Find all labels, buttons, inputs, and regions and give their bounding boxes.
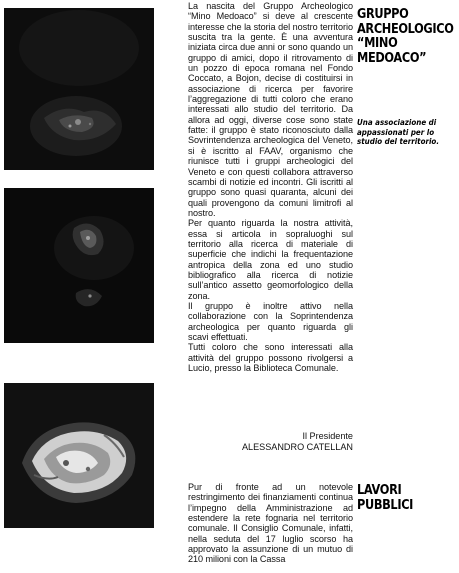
article-2-headline	[357, 484, 443, 513]
headline-line: GRUPPO	[357, 7, 409, 22]
article-1-headline	[357, 7, 454, 66]
headline-line: LAVORI	[357, 483, 402, 498]
headline-line: MEDOACO”	[357, 50, 427, 66]
article-2-body: Pur di fronte ad un notevole restringimento dei finanziamenti continua l’impegno della Amministrazione ad estendere la rete fognaria nel territorio comunale. Il Consiglio Comunale, infatti, nella seduta del 17 luglio scorso ha approvato la assunzione di un mutuo di 210 milioni con la Cassa	[188, 482, 353, 565]
signature-title: Il Presidente	[302, 431, 353, 441]
headline-line: PUBBLICI	[357, 497, 414, 513]
article-1-paragraph: Per quanto riguarda la nostra attività, essa si articola in sopraluoghi sul territorio alla ricerca di materiale di superficie che indichi la frequentazione antropica della zona ed uno studio bibliografico alla ricerca di notizie sull’antico assetto geomorfologico della zona.	[188, 218, 353, 301]
archaeological-photo-1	[4, 8, 154, 170]
pottery-fragment-photo	[4, 383, 154, 528]
subheadline-line: appassionati per lo	[357, 126, 435, 137]
article-1-paragraph: La nascita del Gruppo Archeologico “Mino Medoaco” si deve al crescente interesse che la storia del nostro territorio suscita tra la gente. È una avventura iniziata circa due anni or sono quando un gruppo di amici, dopo il ritrovamento di un pozzo di epoca romana nel Fondo Coccato, a Bojon, decise di costituirsi in associazione di ricerca per favorire l’aggregazione di tutti coloro che erano interessati allo studio del territorio. Da allora ad oggi, diverse cose sono state fatte: il gruppo è stato riconosciuto dalla Sovrintendenza archeologica del Veneto, si è iscritto al FAAV, organismo che riunisce tutti i gruppi archeologici del Veneto e con questi collabora attraverso scambi di notizie ed incontri. Gli iscritti al gruppo sono quasi quaranta, alcuni dei quali provengono da comuni limitrofi al nostro.	[188, 1, 353, 218]
archaeological-photo-2	[4, 188, 154, 343]
photo-3-image	[4, 383, 154, 528]
subheadline-line: studio del territorio.	[357, 136, 440, 147]
subheadline-line: Una associazione di	[357, 117, 437, 127]
article-1-paragraph: Tutti coloro che sono interessati alla attività del gruppo possono rivolgersi a Lucio, presso la Biblioteca Comunale.	[188, 342, 353, 374]
photo-1-image	[4, 8, 154, 170]
signature-name: ALESSANDRO CATELLAN	[241, 441, 353, 452]
photo-2-image	[4, 188, 154, 343]
article-1-body	[188, 1, 353, 373]
headline-line: “MINO	[357, 36, 398, 51]
article-1-subheadline	[357, 118, 454, 147]
headline-line: ARCHEOLOGICO	[357, 21, 454, 37]
article-1-paragraph: Il gruppo è inoltre attivo nella collaborazione con la Soprintendenza archeologica per quanto riguarda gli scavi effettuati.	[188, 300, 353, 342]
